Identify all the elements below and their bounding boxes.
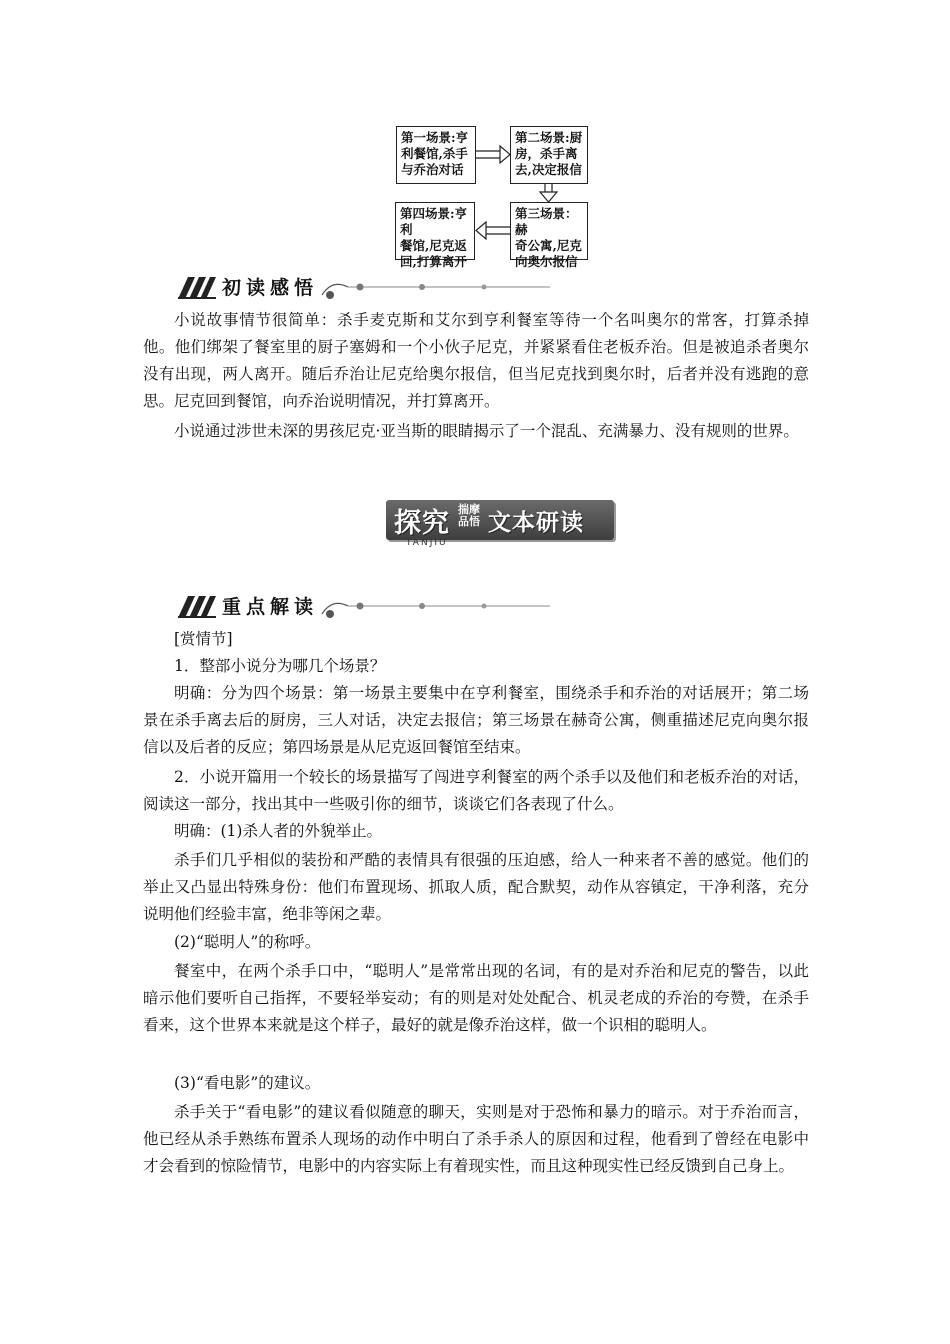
section-mark-icon: [178, 596, 216, 618]
question-1: 1．整部小说分为哪几个场景？: [174, 657, 386, 675]
explore-banner: [386, 500, 614, 550]
paragraph-theme: 小说通过涉世未深的男孩尼克·亚当斯的眼睛揭示了一个混乱、充满暴力、没有规则的世界。: [174, 422, 799, 440]
section-header-first-reading: [178, 273, 558, 303]
section-tag: [赏情节]: [174, 630, 233, 648]
answer-4-body: 杀手关于“看电影”的建议看似随意的聊天，实则是对于恐怖和暴力的暗示。对于乔治而言，他已经从杀手熟练布置杀人现场的动作中明白了杀手杀人的原因和过程，他看到了曾经在电影中才会看到的惊险情节，电影中的内容实际上有着现实性，而且这种现实性已经反馈到自己身上。: [143, 1103, 809, 1175]
paragraph-plot-summary: 小说故事情节很简单：杀手麦克斯和艾尔到亨利餐室等待一个名叫奥尔的常客，打算杀掉他。他们绑架了餐室里的厨子塞姆和一个小伙子尼克，并紧紧看住老板乔治。但是被追杀者奥尔没有出现，两人离开。随后乔治让尼克给奥尔报信，但当尼克找到奥尔时，后者并没有逃跑的意思。尼克回到餐馆，向乔治说明情况，并打算离开。: [143, 311, 809, 410]
question-2: 2．小说开篇用一个较长的场景描写了闯进亨利餐室的两个杀手以及他们和老板乔治的对话，阅读这一部分，找出其中一些吸引你的细节，谈谈它们各表现了什么。: [143, 768, 809, 813]
arrow-right-icon: [476, 146, 510, 163]
answer-2-body: 杀手们几乎相似的装扮和严酷的表情具有很强的压迫感，给人一种来者不善的感觉。他们的举止又凸显出特殊身份：他们布置现场、抓取人质，配合默契，动作从容镇定，干净利落，充分说明他们经验丰富，绝非等闲之辈。: [143, 851, 809, 923]
answer-1: 明确：分为四个场景：第一场景主要集中在亨利餐室，围绕杀手和乔治的对话展开；第二场景在杀手离去后的厨房，三人对话，决定去报信；第三场景在赫奇公寓，侧重描述尼克向奥尔报信以及后者的反应；第四场景是从尼克返回餐馆至结束。: [143, 684, 809, 756]
scene-flowchart: [380, 120, 620, 270]
answer-4-heading: (3)“看电影”的建议。: [174, 1074, 321, 1092]
arrow-left-icon: [476, 222, 510, 239]
banner-pinyin: TANJIU: [406, 538, 448, 548]
section-header-key-reading: [178, 592, 558, 622]
flow-box-scene-2: 第二场景:厨 房，杀手离 去,决定报信: [510, 126, 588, 184]
flow-box-scene-3: 第三场景：赫 奇公寓,尼克 向奥尔报信: [510, 202, 588, 260]
answer-3-body: 餐室中，在两个杀手口中，“聪明人”是常常出现的名词，有的是对乔治和尼克的警告，以此暗示他们要听自己指挥，不要轻举妄动；有的则是对处处配合、机灵老成的乔治的夸赞，在杀手看来，这个世界本来就是这个样子，最好的就是像乔治这样，做一个识相的聪明人。: [143, 962, 809, 1034]
answer-3-heading: (2)“聪明人”的称呼。: [174, 933, 321, 951]
banner-right-text: 文本研读: [488, 510, 584, 536]
flow-box-scene-1: 第一场景:亨 利餐馆,杀手 与乔治对话: [396, 126, 476, 184]
section-mark-icon: [178, 277, 216, 299]
banner-small-text: 揣摩品悟: [458, 503, 480, 528]
decorative-line-icon: [318, 592, 558, 622]
section-title: 重点解读: [222, 596, 319, 618]
decorative-line-icon: [318, 273, 558, 303]
section-title: 初读感悟: [222, 277, 319, 299]
flow-box-scene-4: 第四场景:亨利 餐馆,尼克返 回,打算离开: [395, 202, 475, 260]
banner-big-text: 探究: [394, 508, 450, 539]
answer-2-heading: 明确：(1)杀人者的外貌举止。: [174, 822, 382, 840]
arrow-down-icon: [540, 184, 557, 202]
